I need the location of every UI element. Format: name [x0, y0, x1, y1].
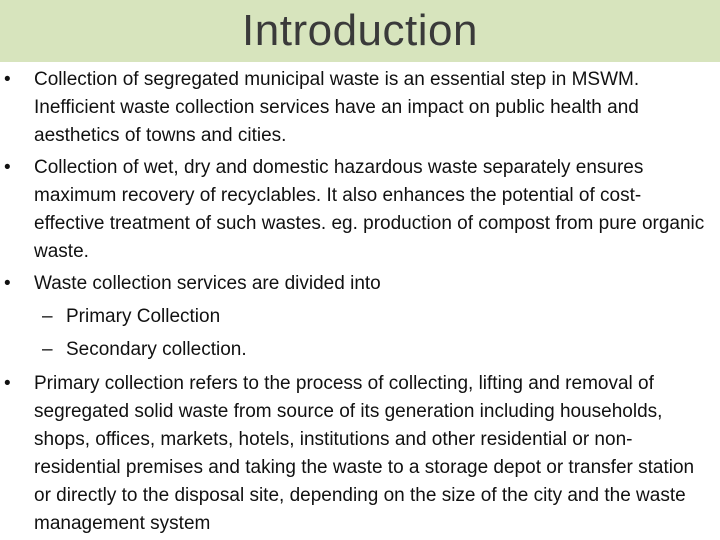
sub-bullet-item: – Primary Collection — [66, 303, 706, 331]
bullet-item: • Waste collection services are divided into — [34, 270, 710, 298]
title-bar — [0, 0, 720, 62]
slide-content — [0, 64, 720, 540]
bullet-item: • Primary collection refers to the process of collecting, lifting and removal of segregated solid waste from source of its generation including households, shops, offices, markets, hotels, institutions and other residential or non-residential premises and taking the waste to a storage depot or transfer station or directly to the disposal site, depending on the size of the city and the waste management system — [34, 370, 710, 538]
bullet-item: • Collection of wet, dry and domestic hazardous waste separately ensures maximum recovery of recyclables. It also enhances the potential of cost-effective treatment of such wastes. eg. production of compost from pure organic waste. — [34, 154, 710, 266]
slide-title: Introduction — [242, 6, 478, 55]
bullet-item: • Collection of segregated municipal waste is an essential step in MSWM. Inefficient waste collection services have an impact on public health and aesthetics of towns and cities. — [34, 66, 710, 150]
sub-bullet-item: – Secondary collection. — [66, 336, 706, 364]
